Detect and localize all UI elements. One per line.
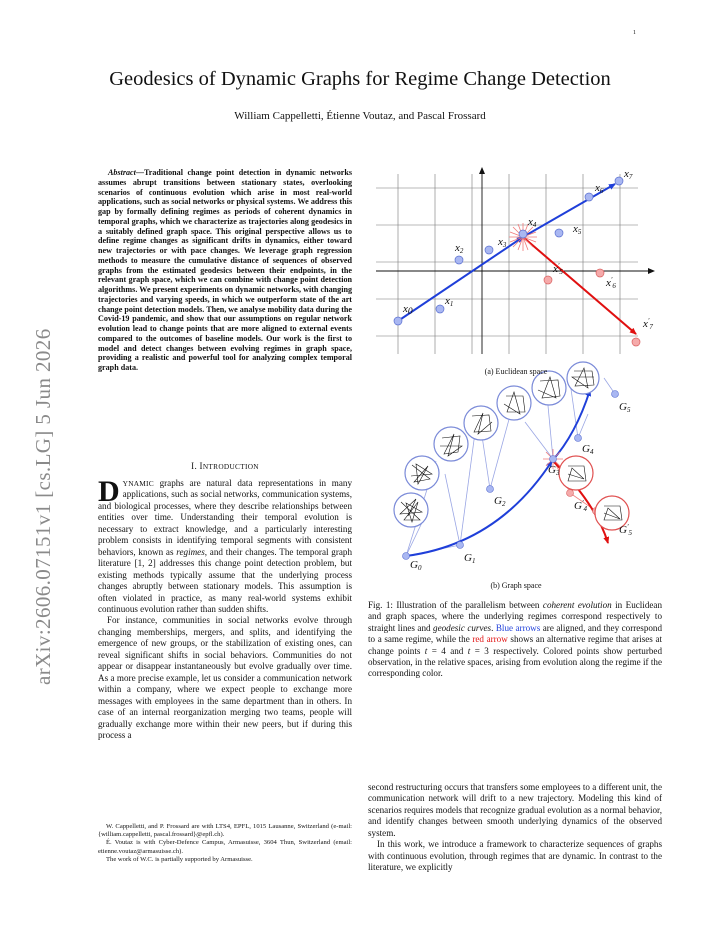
body2-paragraph-1: second restructuring occurs that transfers some employees to a different unit, the communication network will drift to a new trajectory. Modeling this kind of scenarios requires models that recognize gradual evolution as a normal behavior, and identify changes between smooth underlying dynamics of the observed system. xyxy=(368,782,662,838)
svg-text:x′6: $x'_6$ xyxy=(606,276,616,290)
caption-math-t2: t xyxy=(467,645,471,656)
intro-smallcaps: YNAMIC xyxy=(122,479,154,488)
caption-text-2: in Euclidean and graph spaces, where the underlying regimes correspond respectively to straight lines and xyxy=(368,600,662,633)
svg-text:G′5: $G'_5$ xyxy=(619,523,632,537)
intro-p1-end: , and their changes. The temporal graph literature [1, 2] addresses this change point detection problem, but existing methods typically assume that the underlying process changes abruptly between stationary models. This assumption is often violated in practice, as many real-world systems exhibit continuous evolution rather than sudden shifts. xyxy=(98,546,352,614)
caption-text-6: = 4 and xyxy=(427,645,468,656)
footnote-affiliation-1: W. Cappelletti, and P. Frossard are with LTS4, EPFL, 1015 Lausanne, Switzerland (e-mail: {william.cappelletti, pascal.frossard}@epfl.ch). xyxy=(98,823,352,839)
figure-caption xyxy=(368,600,662,680)
red-regime-arrow xyxy=(523,237,636,334)
intro-p1-em: regimes xyxy=(176,546,205,557)
euclidean-panel xyxy=(376,168,654,354)
arxiv-stamp xyxy=(20,190,64,690)
svg-text:G0: G0 xyxy=(410,559,422,572)
abstract-heading: Abstract xyxy=(108,168,136,177)
subcaption-euclidean: (a) Euclidean space xyxy=(484,367,548,376)
intro-p1-rest: graphs are natural data representations in many applications, such as social networks, communication systems, and biological processes, where they describe relationships between entities over time. Understanding their temporal evolution is necessary to extract knowledge, and a particularly interesting problem consists in identifying temporal segments with consistent behaviors, known as xyxy=(98,478,352,557)
svg-text:G2: G2 xyxy=(494,495,506,508)
caption-em-1: coherent evolution xyxy=(542,600,612,610)
caption-red-arrow: red arrow xyxy=(472,634,508,645)
right-column-text xyxy=(368,782,662,874)
svg-text:x1: x1 xyxy=(445,295,454,308)
caption-text-1: Illustration of the parallelism between xyxy=(396,600,543,610)
svg-text:x4: x4 xyxy=(528,216,537,229)
drop-cap: D xyxy=(98,475,120,508)
svg-text:G4: G4 xyxy=(582,443,594,456)
caption-blue-arrows: Blue arrows xyxy=(495,622,541,633)
caption-text-7: = 3 respectively. Colored points show perturbed observation, in the relative spaces, arising from evolution along the regime if the corresponding color. xyxy=(368,645,662,679)
svg-text:x5: x5 xyxy=(573,223,582,236)
section-number: I. xyxy=(191,461,200,471)
footnote-funding: The work of W.C. is partially supported by Armasuisse. xyxy=(106,855,253,863)
blue-points xyxy=(394,177,623,325)
svg-text:x3: x3 xyxy=(498,236,507,249)
paper-title: Geodesics of Dynamic Graphs for Regime Change Detection xyxy=(109,68,611,90)
caption-em-2: geodesic curves xyxy=(433,622,492,633)
intro-paragraph-1 xyxy=(98,475,352,615)
caption-text-4: are aligned, and they correspond to a same regime, while the xyxy=(368,622,663,645)
caption-text-5: shows an alternative regime that arises at change points xyxy=(368,634,663,656)
svg-text:G1: G1 xyxy=(464,552,476,565)
svg-text:x7: x7 xyxy=(624,168,633,181)
abstract xyxy=(98,168,352,373)
section-title-first: I xyxy=(199,461,203,471)
caption-math-t1: t xyxy=(424,645,428,656)
svg-text:x′7: $x'_7$ xyxy=(643,317,653,331)
abstract-text: Traditional change point detection in dynamic networks assumes abrupt transitions between stationary states, overlooking scenarios of continuous evolution which arise in most real-world applications, such as social networks or physical systems. We address this gap by formally defining regimes as periods of coherent dynamics in temporal graphs, which we characterize as trajectories along geodesics in a suitably defined graph space. This original perspective allows us to define regime changes as significant drifts in dynamics, either toward new trajectories or with pace changes. We leverage graph regression methods to measure the cumulative distance of sequences of observed graphs from the estimated geodesics between their endpoints, in the relevant graph space, which we can combine with change point detection algorithms. We present experiments on dynamic networks, with changing trajectories and varying speeds, in which we outperform state of the art change point detection models. Then, we analyse mobility data during the Covid-19 pandemic, and show that our assumptions on regular network evolution lead to change points that are more aligned to external events compared to the outcomes of baseline models. Our work is the first to model and detect changes between evolving regimes in graph space, providing a realistic and powerful tool for analyzing complex temporal graph data. xyxy=(98,168,352,372)
body2-paragraph-2: In this work, we introduce a framework to characterize sequences of graphs with continuous evolution, through regimes that are dynamic. In contrast to the literature, we explicitly xyxy=(368,839,662,873)
grid xyxy=(376,174,638,354)
svg-text:x6: x6 xyxy=(595,182,604,195)
page-number: 1 xyxy=(633,30,636,36)
footnotes xyxy=(98,823,352,864)
figure-1 xyxy=(368,164,664,604)
svg-text:x2: x2 xyxy=(455,242,464,255)
abstract-dash: — xyxy=(135,168,144,177)
svg-text:x0: x0 xyxy=(403,303,413,317)
svg-text:G3: G3 xyxy=(548,464,560,477)
subcaption-graph-space: (b) Graph space xyxy=(490,581,542,590)
footnote-affiliation-2: É. Voutaz is with Cyber-Defence Campus, Armasuisse, 3604 Thun, Switzerland (email: etienne.voutaz@armasuisse.ch). xyxy=(98,839,352,855)
graph-labels xyxy=(410,401,632,572)
svg-text:G5: G5 xyxy=(619,401,631,414)
author-list: William Cappelletti, Étienne Voutaz, and Pascal Frossard xyxy=(234,110,486,122)
svg-text:G′4: $G'_4$ xyxy=(574,499,587,513)
caption-label: Fig. 1: xyxy=(368,600,397,610)
svg-text:x′5: $x'_5$ xyxy=(553,262,563,276)
arxiv-stamp-text: arXiv:2606.07151v1 [cs.LG] 5 Jun 2026 xyxy=(31,328,55,685)
section-title-rest: NTRODUCTION xyxy=(202,462,259,471)
graph-space-panel xyxy=(394,362,632,572)
introduction-text xyxy=(98,475,352,741)
section-heading-introduction xyxy=(98,461,352,471)
intro-paragraph-2: For instance, communities in social networks evolve through changing memberships, mergers, and splits, and identifying the emergence of new groups, or the stabilization of existing ones, can reveal significant shifts in social behaviors. Communities do not appear or disappear instantaneously but evolve gradually over time. As a more precise example, let us consider a communication network within a company, where we expect people to exchange more messages with employees in the same department than in others. In case of an internal reorganization merging two teams, people will gradually exchange more within their new peers, but if during this process a xyxy=(98,615,352,740)
red-points xyxy=(544,269,640,346)
caption-text-3: . xyxy=(491,622,496,633)
